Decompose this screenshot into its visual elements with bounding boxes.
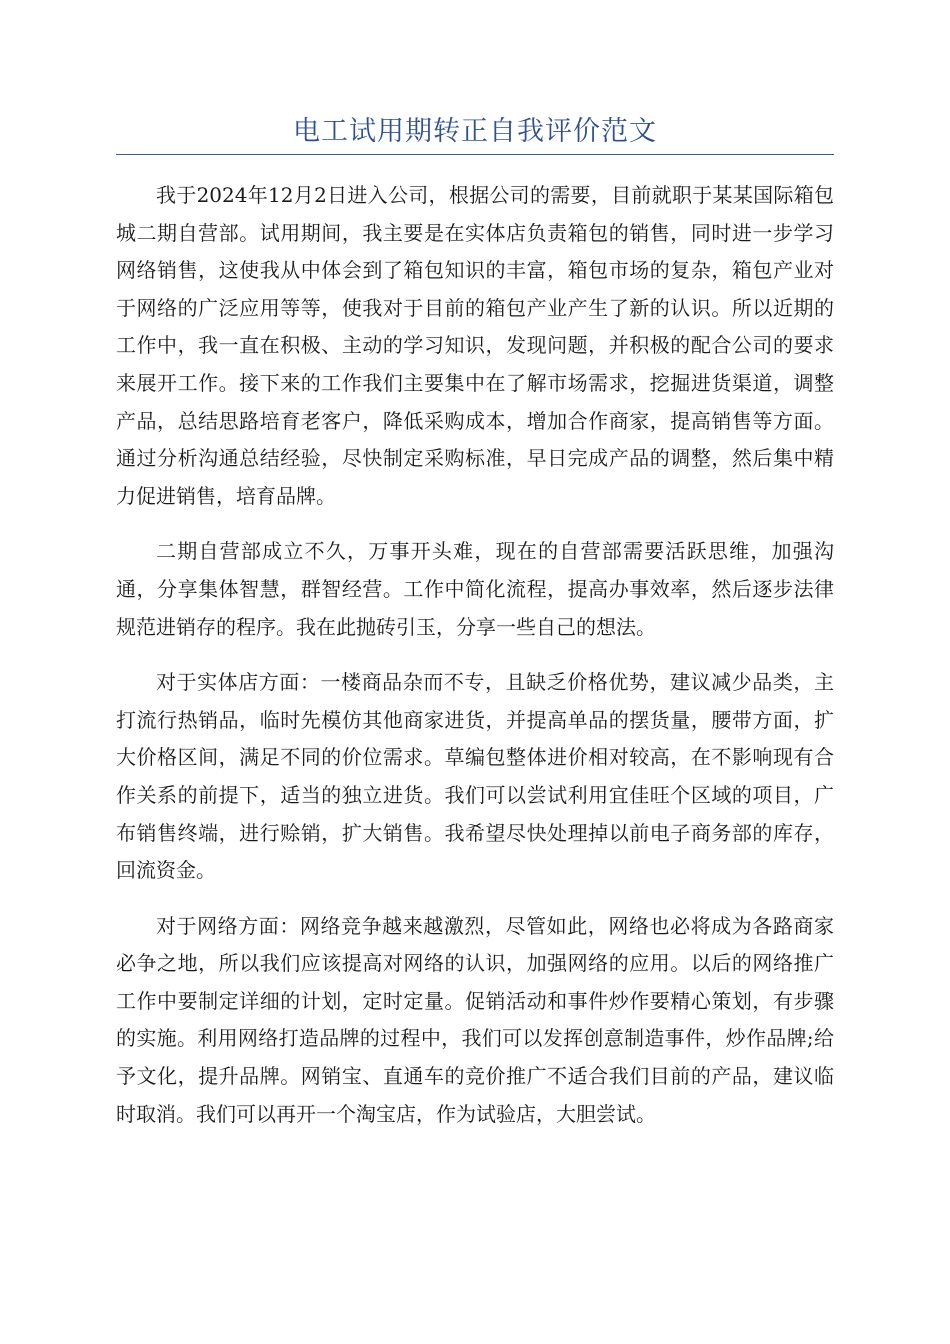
document-title: 电工试用期转正自我评价范文 [293, 116, 657, 147]
paragraph-intro: 我于2024年12月2日进入公司，根据公司的需要，目前就职于某某国际箱包城二期自营部。试用期间，我主要是在实体店负责箱包的销售，同时进一步学习网络销售，这使我从中体会到了箱包知识的丰富，箱包市场的复杂，箱包产业对于网络的广泛应用等等，使我对于目前的箱包产业产生了新的认识。所以近期的工作中，我一直在积极、主动的学习知识，发现问题，并积极的配合公司的要求来展开工作。接下来的工作我们主要集中在了解市场需求，挖掘进货渠道，调整产品，总结思路培育老客户，降低采购成本，增加合作商家，提高销售等方面。通过分析沟通总结经验，尽快制定采购标准，早日完成产品的调整，然后集中精力促进销售，培育品牌。 [116, 183, 834, 508]
document-page [116, 112, 834, 1151]
paragraph-department: 二期自营部成立不久，万事开头难，现在的自营部需要活跃思维，加强沟通，分享集体智慧，群智经营。工作中简化流程，提高办事效率，然后逐步法律规范进销存的程序。我在此抛砖引玉，分享一些自己的想法。 [116, 539, 834, 639]
paragraph-online: 对于网络方面：网络竞争越来越激烈，尽管如此，网络也必将成为各路商家必争之地，所以我们应该提高对网络的认识，加强网络的应用。以后的网络推广工作中要制定详细的计划，定时定量。促销活动和事件炒作要精心策划，有步骤的实施。利用网络打造品牌的过程中，我们可以发挥创意制造事件，炒作品牌;给予文化，提升品牌。网销宝、直通车的竞价推广不适合我们目前的产品，建议临时取消。我们可以再开一个淘宝店，作为试验店，大胆尝试。 [116, 913, 834, 1126]
paragraph-physical-store: 对于实体店方面：一楼商品杂而不专，且缺乏价格优势，建议减少品类，主打流行热销品，临时先模仿其他商家进货，并提高单品的摆货量，腰带方面，扩大价格区间，满足不同的价位需求。草编包整体进价相对较高，在不影响现有合作关系的前提下，适当的独立进货。我们可以尝试利用宜佳旺个区域的项目，广布销售终端，进行赊销，扩大销售。我希望尽快处理掉以前电子商务部的库存，回流资金。 [116, 670, 834, 883]
title-underline [116, 154, 834, 155]
